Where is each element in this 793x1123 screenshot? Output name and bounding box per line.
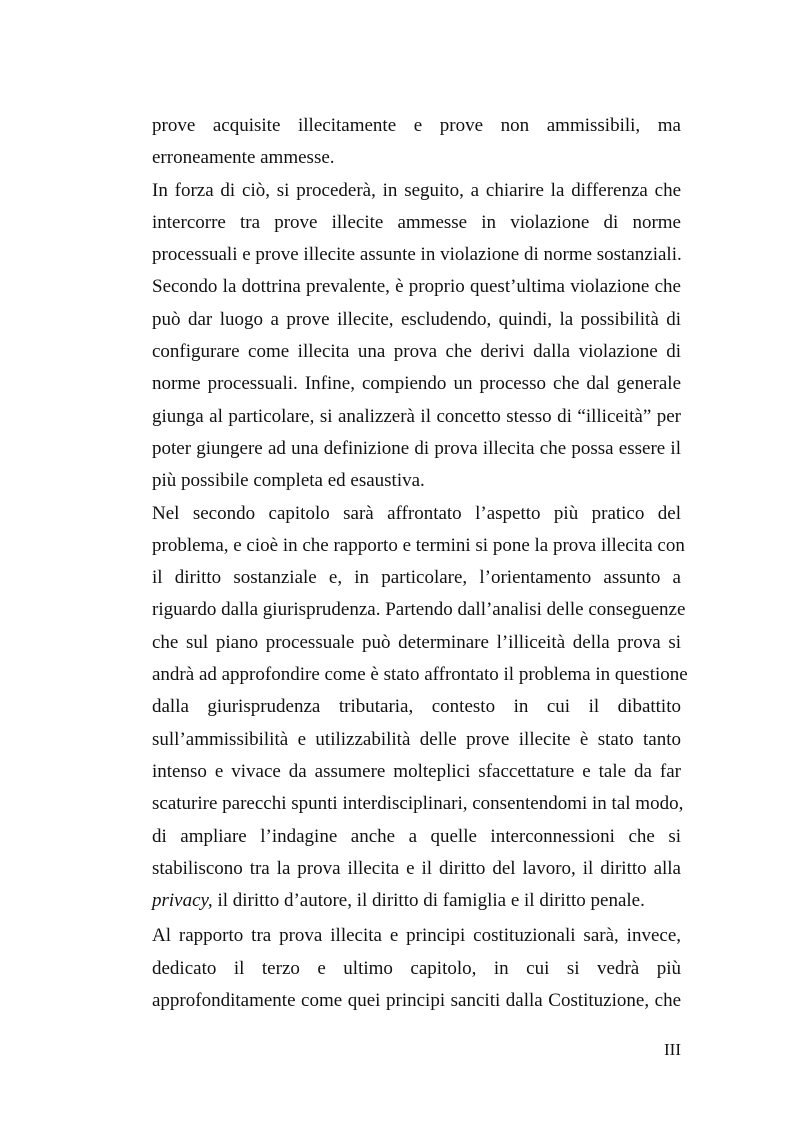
text-line: giunga al particolare, si analizzerà il concetto stesso di “illiceità” per	[152, 405, 681, 427]
text-line: scaturire parecchi spunti interdisciplinari, consentendomi in tal modo,	[152, 793, 684, 815]
text-line: che sul piano processuale può determinare l’illiceità della prova si	[152, 631, 681, 653]
paragraph	[152, 498, 688, 918]
text-line: Al rapporto tra prova illecita e principi costituzionali sarà, invece,	[152, 925, 681, 947]
text-line: configurare come illecita una prova che derivi dalla violazione di	[152, 341, 681, 363]
body-text	[152, 110, 688, 1017]
text-line: dalla giurisprudenza tributaria, contesto in cui il dibattito	[152, 696, 681, 718]
paragraph	[152, 175, 681, 498]
text-line: In forza di ciò, si procederà, in seguito, a chiarire la differenza che	[152, 179, 681, 201]
text-line: dedicato il terzo e ultimo capitolo, in cui si vedrà più	[152, 957, 681, 979]
italic-term: privacy,	[152, 890, 213, 912]
page-number: III	[664, 1040, 681, 1059]
text-line: sull’ammissibilità e utilizzabilità delle prove illecite è stato tanto	[152, 728, 681, 750]
text-line: riguardo dalla giurisprudenza. Partendo dall’analisi delle conseguenze	[152, 599, 686, 621]
text-line: poter giungere ad una definizione di prova illecita che possa essere il	[152, 437, 681, 459]
text-line: problema, e cioè in che rapporto e termini si pone la prova illecita con	[152, 534, 685, 556]
text-line: il diritto sostanziale e, in particolare, l’orientamento assunto a	[152, 567, 681, 589]
text-line: intenso e vivace da assumere molteplici sfaccettature e tale da far	[152, 760, 681, 782]
text-line-rest: il diritto d’autore, il diritto di famiglia e il diritto penale.	[212, 890, 645, 912]
text-line: norme processuali. Infine, compiendo un processo che dal generale	[152, 373, 681, 395]
text-line: erroneamente ammesse.	[152, 147, 335, 169]
text-line: Secondo la dottrina prevalente, è proprio quest’ultima violazione che	[152, 276, 681, 298]
text-line: approfonditamente come quei principi sanciti dalla Costituzione, che	[152, 990, 681, 1012]
text-line: intercorre tra prove illecite ammesse in violazione di norme	[152, 211, 681, 233]
text-line: processuali e prove illecite assunte in violazione di norme sostanziali.	[152, 244, 682, 266]
text-line	[152, 885, 681, 917]
paragraph	[152, 110, 681, 175]
paragraph	[152, 920, 681, 1017]
text-line: Nel secondo capitolo sarà affrontato l’aspetto più pratico del	[152, 502, 681, 524]
text-line: andrà ad approfondire come è stato affrontato il problema in questione	[152, 664, 688, 686]
text-line: più possibile completa ed esaustiva.	[152, 470, 425, 492]
text-line: di ampliare l’indagine anche a quelle interconnessioni che si	[152, 825, 681, 847]
text-line: prove acquisite illecitamente e prove non ammissibili, ma	[152, 115, 681, 136]
text-line: stabiliscono tra la prova illecita e il diritto del lavoro, il diritto alla	[152, 857, 681, 879]
text-line: può dar luogo a prove illecite, escludendo, quindi, la possibilità di	[152, 308, 681, 330]
